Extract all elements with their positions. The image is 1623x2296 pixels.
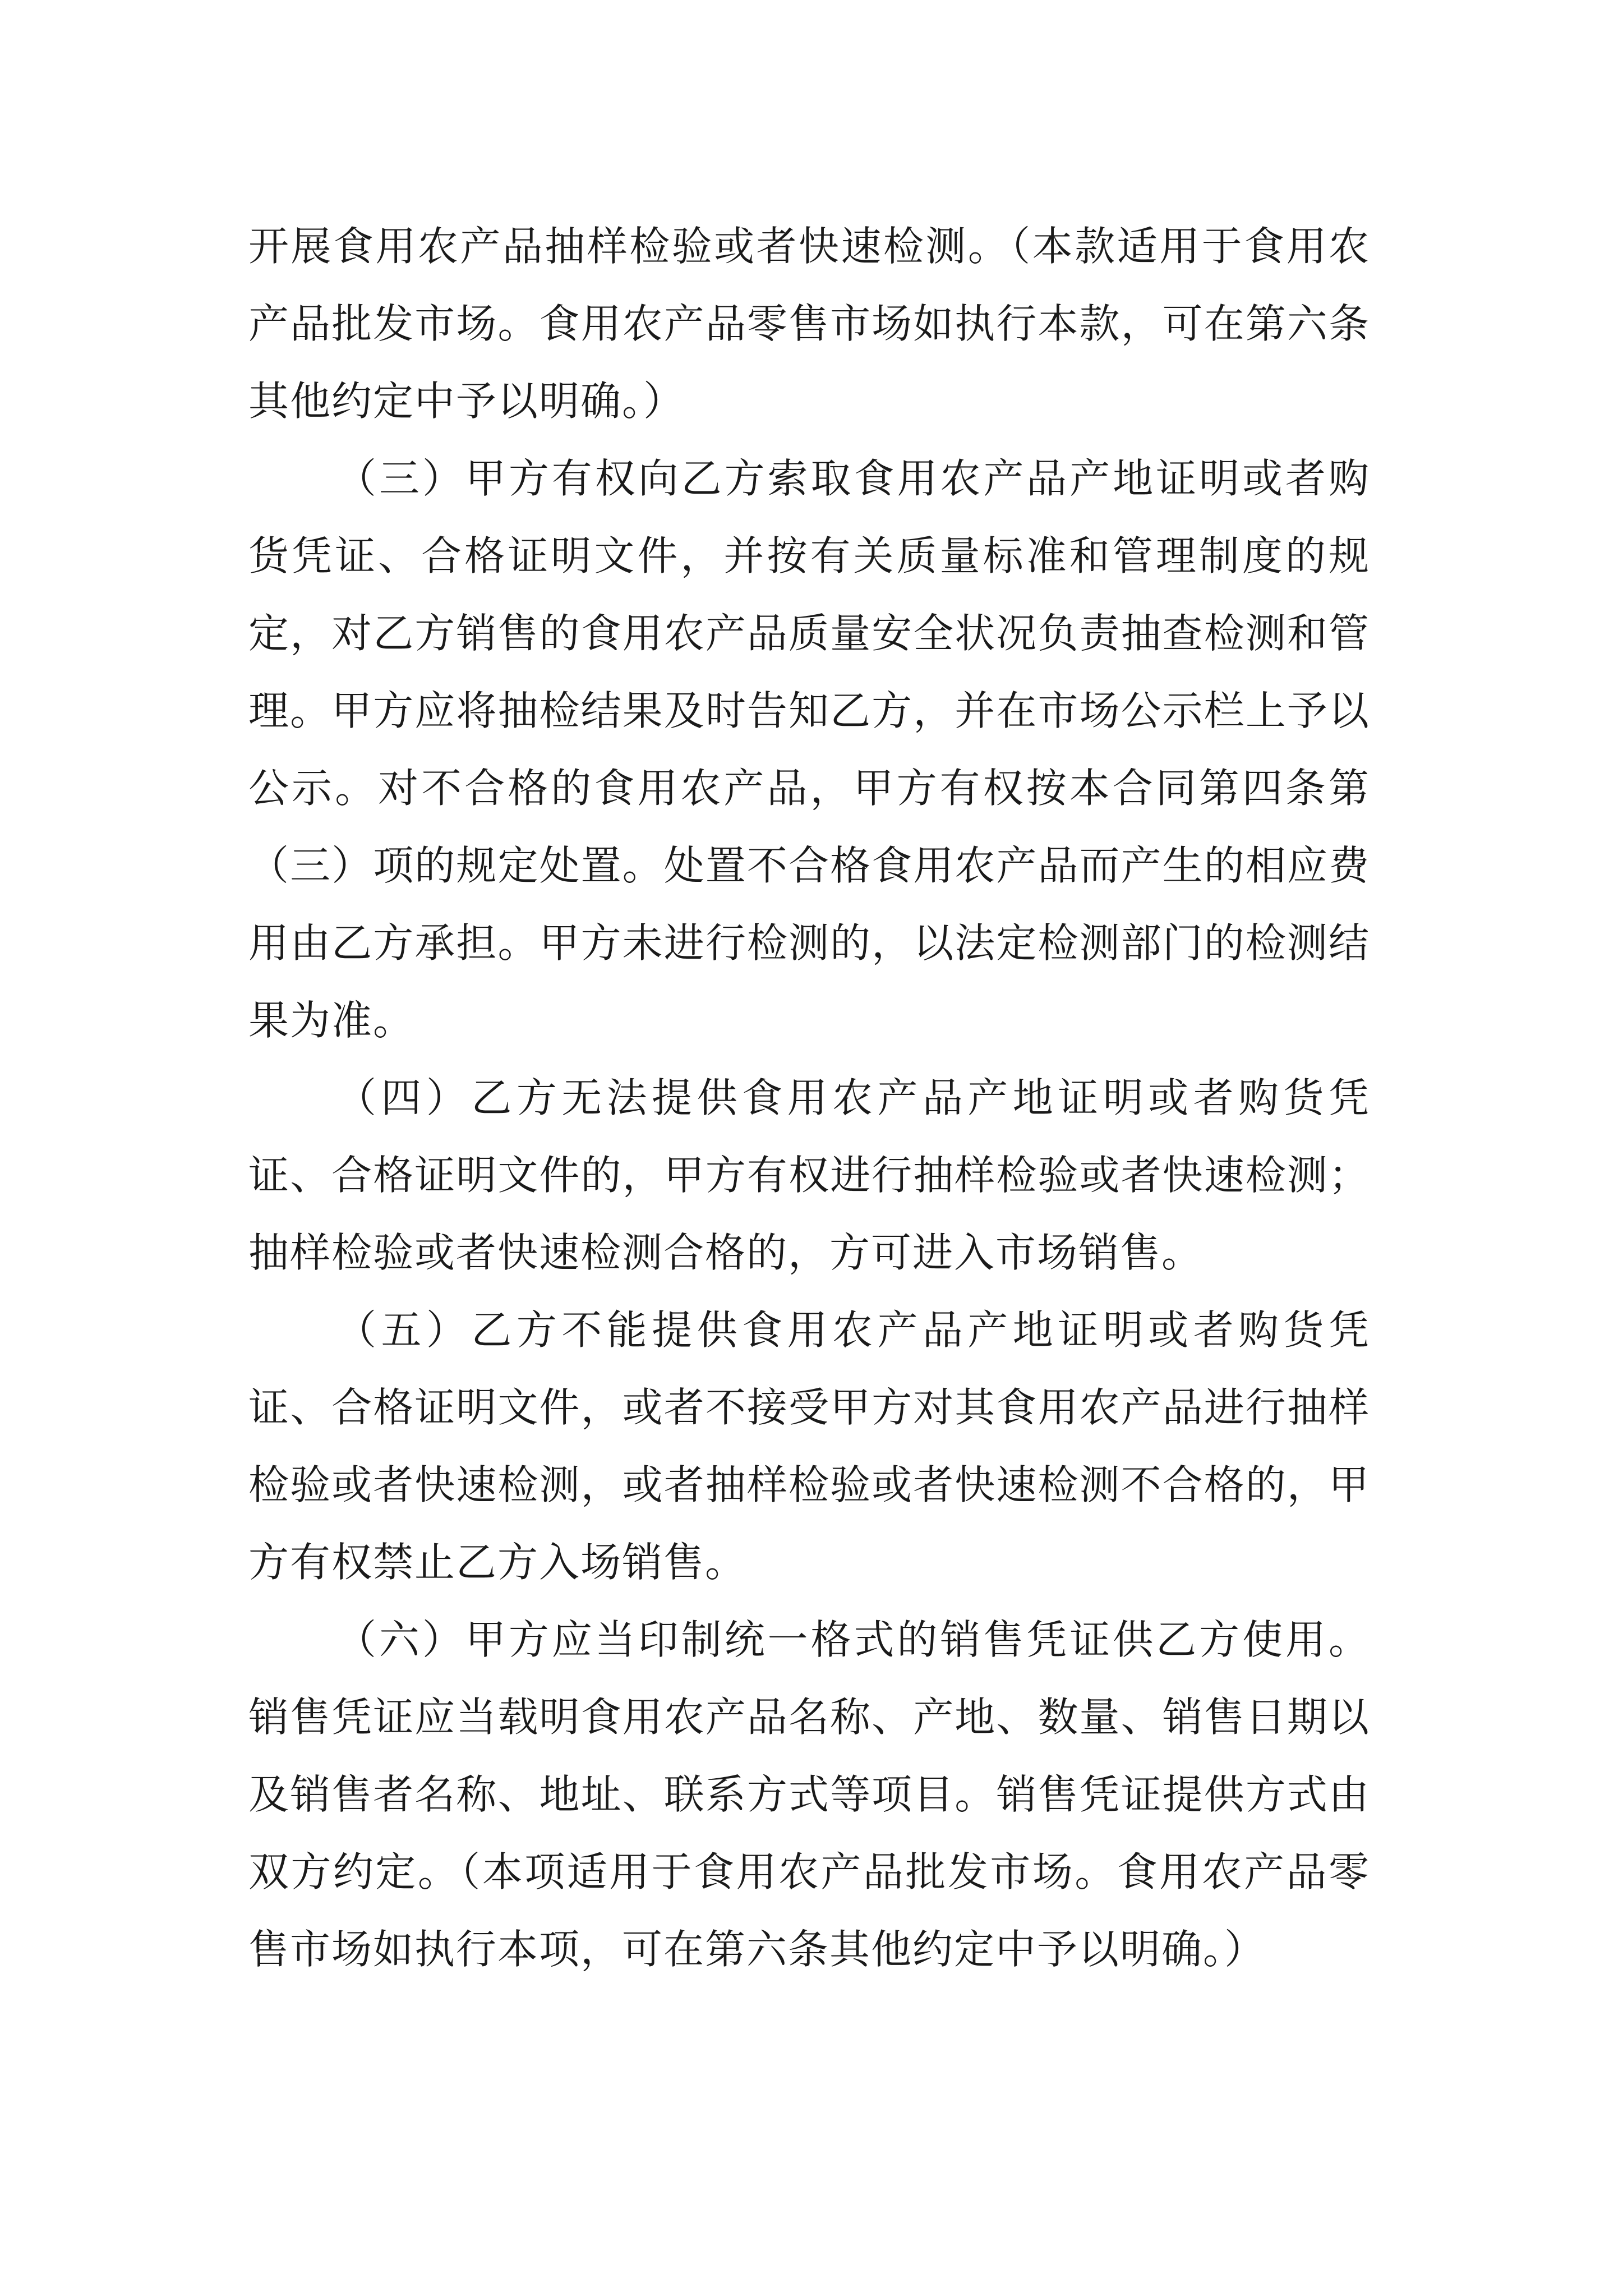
paragraph-continuation: 开展食用农产品抽样检验或者快速检测。（本款适用于食用农产品批发市场。食用农产品零售市场如执行本款，可在第六条其他约定中予以明确。） bbox=[248, 223, 1370, 425]
paragraph-item-6: （六）甲方应当印制统一格式的销售凭证供乙方使用。销售凭证应当载明食用农产品名称、产地、数量、销售日期以及销售者名称、地址、联系方式等项目。销售凭证提供方式由双方约定。（本项适用于食用农产品批发市场。食用农产品零售市场如执行本项，可在第六条其他约定中予以明确。） bbox=[248, 1616, 1370, 1973]
document-body bbox=[248, 208, 1370, 1988]
paragraph-item-3: （三）甲方有权向乙方索取食用农产品产地证明或者购货凭证、合格证明文件，并按有关质量标准和管理制度的规定，对乙方销售的食用农产品质量安全状况负责抽查检测和管理。甲方应将抽检结果及时告知乙方，并在市场公示栏上予以公示。对不合格的食用农产品，甲方有权按本合同第四条第（三）项的规定处置。处置不合格食用农产品而产生的相应费用由乙方承担。甲方未进行检测的，以法定检测部门的检测结果为准。 bbox=[248, 455, 1370, 1044]
paragraph-item-5: （五）乙方不能提供食用农产品产地证明或者购货凭证、合格证明文件，或者不接受甲方对其食用农产品进行抽样检验或者快速检测，或者抽样检验或者快速检测不合格的，甲方有权禁止乙方入场销售。 bbox=[248, 1306, 1370, 1586]
paragraph-item-4: （四）乙方无法提供食用农产品产地证明或者购货凭证、合格证明文件的，甲方有权进行抽样检验或者快速检测；抽样检验或者快速检测合格的，方可进入市场销售。 bbox=[248, 1074, 1370, 1276]
